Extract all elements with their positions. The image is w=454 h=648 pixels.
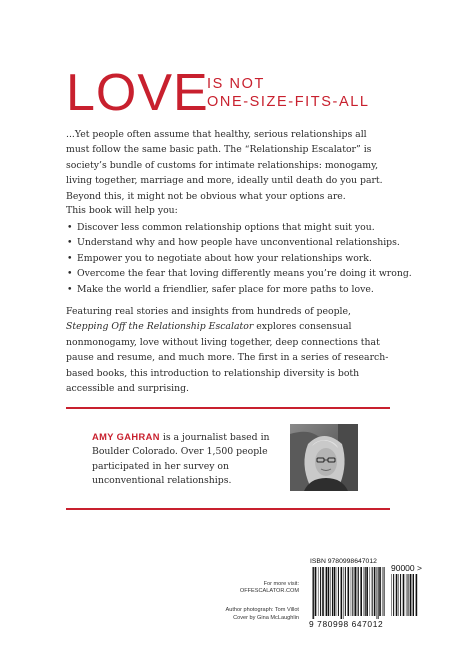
photo-credit: Author photograph: Tom Villot xyxy=(225,607,299,613)
list-item-text: Understand why and how people have unconventional relationships. xyxy=(77,237,400,249)
featuring-text-end: explores consensual nonmonogamy, love without living together, deep connections that pause and resume, and much more. The first in a series of research-based books, this introduction to relationship diversity is both accessible and surprising. xyxy=(66,321,389,395)
ean-digits: 9 780998 647012 xyxy=(309,619,384,629)
author-bio xyxy=(92,430,282,489)
list-item xyxy=(66,235,400,250)
addon-barcode-bars xyxy=(391,574,419,622)
benefits-list xyxy=(66,220,412,297)
bullet-icon: • xyxy=(67,252,73,264)
credits-block xyxy=(195,607,299,622)
list-item-text: Overcome the fear that loving differently means you’re doing it wrong. xyxy=(77,268,412,280)
website-url: OFFESCALATOR.COM xyxy=(239,588,299,595)
isbn-barcode xyxy=(308,558,430,630)
list-item-text: Empower you to negotiate about how your relationships work. xyxy=(77,252,372,264)
bullet-icon: • xyxy=(67,237,73,249)
headline-love: LOVE xyxy=(66,64,209,122)
list-item-text: Discover less common relationship options that might suit you. xyxy=(77,222,375,233)
headline-line-1: IS NOT xyxy=(207,76,265,92)
bullet-icon: • xyxy=(67,283,73,295)
help-heading: This book will help you: xyxy=(66,205,178,216)
book-title: Stepping Off the Relationship Escalator xyxy=(66,321,254,333)
bullet-icon: • xyxy=(67,222,73,233)
author-photo xyxy=(290,424,358,491)
list-item-text: Make the world a friendlier, safer place for more paths to love. xyxy=(77,283,374,295)
list-item xyxy=(66,266,412,281)
intro-paragraph: ...Yet people often assume that healthy, serious relationships all must follow the same basic path. The “Relationship Escalator” is society’s bundle of customs for intimate relationships: monogamy, living together, marriage and more, ideally until death do you part. Beyond this, it might not be obvious what your options are. xyxy=(66,129,383,202)
ean-barcode-bars xyxy=(312,567,386,622)
cover-credit: Cover by Gina McLaughlin xyxy=(233,614,299,621)
isbn-label: ISBN 9780998647012 xyxy=(310,558,377,565)
author-bio-text: is a journalist based in Boulder Colorado. Over 1,500 people participated in her survey on unconventional relationships. xyxy=(92,432,270,487)
divider-bottom xyxy=(66,508,390,510)
headline-line-2: ONE-SIZE-FITS-ALL xyxy=(207,94,370,110)
list-item xyxy=(66,251,396,266)
author-name: AMY GAHRAN xyxy=(92,432,160,442)
bullet-icon: • xyxy=(67,268,73,280)
website-block xyxy=(195,581,299,596)
list-item xyxy=(66,282,396,297)
featuring-text-start: Featuring real stories and insights from hundreds of people, xyxy=(66,306,351,317)
list-item xyxy=(66,220,396,235)
divider-top xyxy=(66,407,390,409)
price-addon-code: 90000 > xyxy=(391,563,422,573)
visit-label: For more visit: xyxy=(263,581,299,587)
featuring-paragraph xyxy=(66,304,392,396)
